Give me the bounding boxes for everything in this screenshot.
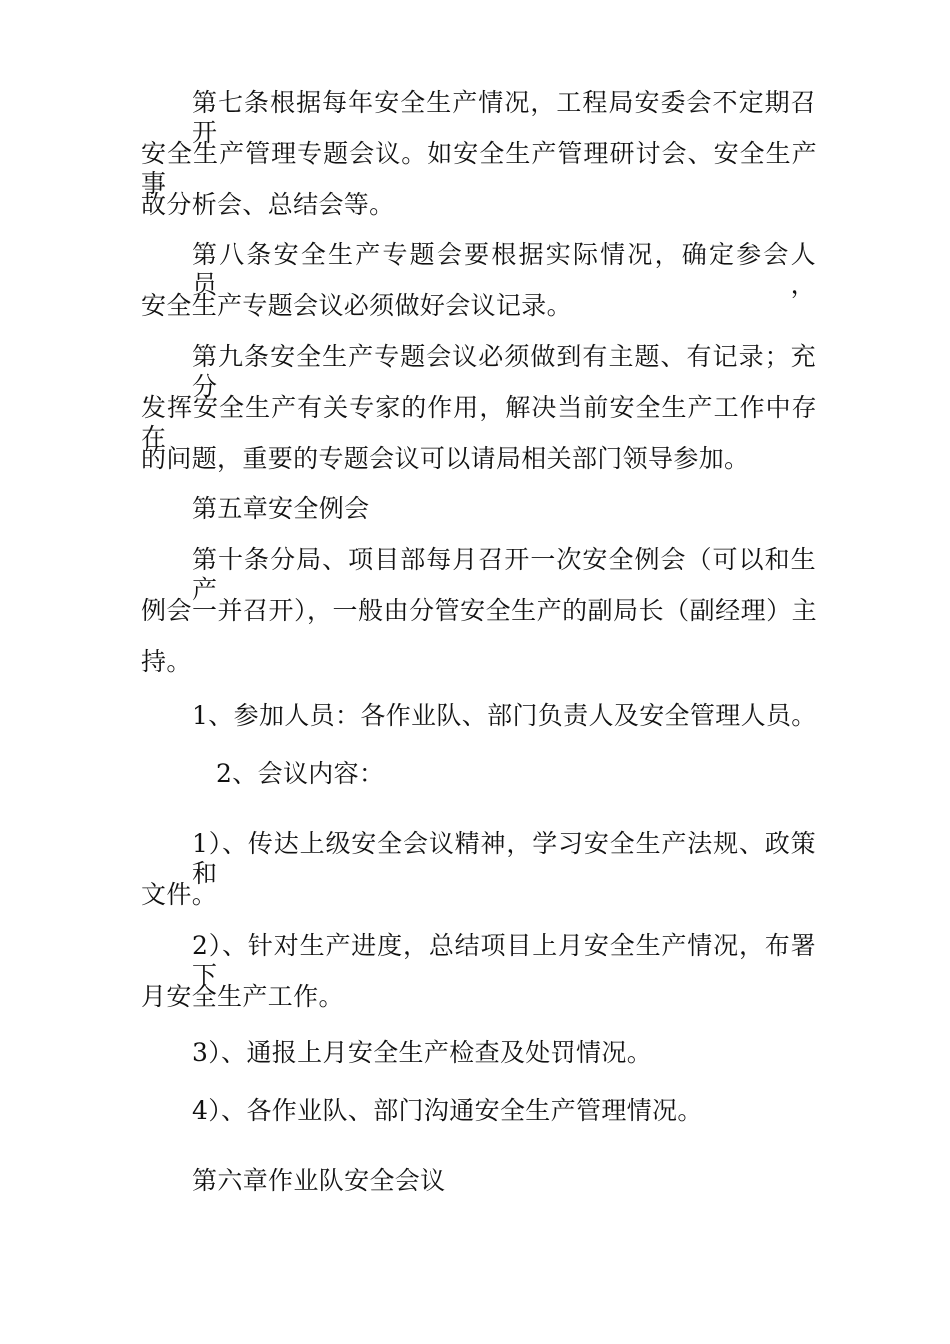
- article-10-line-2: 例会一并召开），一般由分管安全生产的副局长（副经理）主: [141, 596, 817, 625]
- content-1-line-2: 文件。: [141, 880, 218, 909]
- article-10-line-3: 持。: [141, 647, 192, 676]
- item-1-participants: 1、参加人员：各作业队、部门负责人及安全管理人员。: [192, 701, 817, 730]
- content-4: 4）、各作业队、部门沟通安全生产管理情况。: [192, 1096, 703, 1125]
- content-2-line-1: 2）、针对生产进度，总结项目上月安全生产情况，布署下: [192, 931, 816, 990]
- article-9-line-2: 发挥安全生产有关专家的作用，解决当前安全生产工作中存在: [141, 393, 817, 452]
- article-7-line-3: 故分析会、总结会等。: [141, 190, 395, 219]
- content-3: 3）、通报上月安全生产检查及处罚情况。: [192, 1038, 653, 1067]
- article-9-line-1: 第九条安全生产专题会议必须做到有主题、有记录；充分: [192, 342, 816, 401]
- chapter-5-heading: 第五章安全例会: [192, 494, 370, 523]
- article-8-line-2: 安全生产专题会议必须做好会议记录。: [141, 291, 572, 320]
- content-1-line-1: 1）、传达上级安全会议精神，学习安全生产法规、政策和: [192, 829, 816, 888]
- chapter-6-heading: 第六章作业队安全会议: [192, 1166, 446, 1195]
- article-7-line-1: 第七条根据每年安全生产情况，工程局安委会不定期召开: [192, 88, 816, 147]
- article-10-line-1: 第十条分局、项目部每月召开一次安全例会（可以和生产: [192, 545, 816, 604]
- article-8-line-1: 第八条安全生产专题会要根据实际情况，确定参会人员，: [192, 240, 816, 299]
- article-7-line-2: 安全生产管理专题会议。如安全生产管理研讨会、安全生产事: [141, 139, 817, 198]
- article-9-line-3: 的问题，重要的专题会议可以请局相关部门领导参加。: [141, 444, 750, 473]
- item-2-meeting-content: 2、会议内容：: [216, 759, 385, 788]
- content-2-line-2: 月安全生产工作。: [141, 982, 344, 1011]
